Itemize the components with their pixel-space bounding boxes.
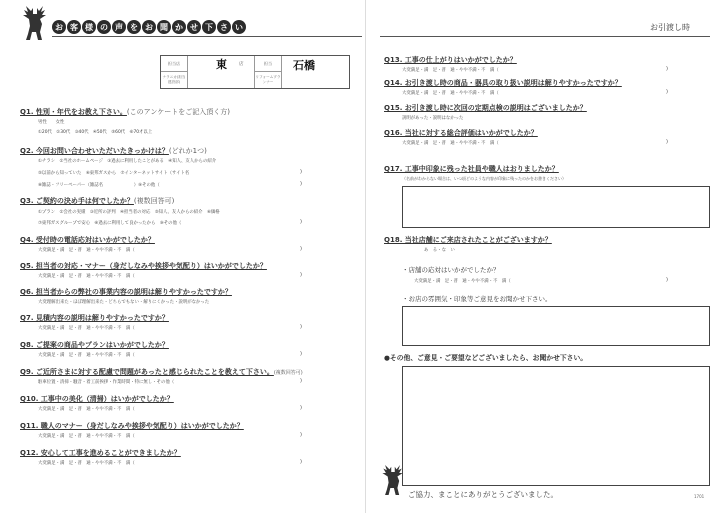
info-store-suffix: 店 <box>239 62 244 67</box>
q5-options[interactable]: 大変満足・満 足・普 通・やや不満・不 満（ <box>38 274 135 279</box>
info-label-staff: 担当 <box>254 56 282 72</box>
q16-options[interactable]: 大変満足・満 足・普 通・やや不満・不 満（ <box>402 141 499 146</box>
q1-label: Q1. 性別・年代をお教え下さい。(このアンケートをご記入頂く方) <box>20 108 230 116</box>
other-answer-box[interactable] <box>402 366 710 486</box>
q2-paren-close-2: ) <box>300 181 302 187</box>
q12-label: Q12. 安心して工事を進めることができましたか？ <box>20 449 181 457</box>
title-char: お <box>142 20 156 34</box>
q7-label: Q7. 見積内容の説明は解りやすかったですか？ <box>20 314 169 322</box>
q2-options-2[interactable]: ⑤以前から知っていた ⑥東邦ガスから ⑦インターネットサイト（サイト名 <box>38 171 190 176</box>
q1-age-options[interactable]: ①20代 ②30代 ③40代 ④50代 ⑤60代 ⑥70才以上 <box>38 130 153 135</box>
q9-hint: (複数回答可) <box>273 370 303 376</box>
q18-sub2-label: ・お店の雰囲気・印象等ご意見をお聞かせ下さい。 <box>402 295 552 303</box>
q3-hint: (複数回答可) <box>133 197 175 205</box>
q17-answer-box[interactable] <box>402 186 710 228</box>
q11-label: Q11. 職人のマナー（身だしなみや挨拶や気配り）はいかがでしたか？ <box>20 422 244 430</box>
other-label: ●その他、ご意見・ご要望などございましたら、お聞かせ下さい。 <box>384 354 588 362</box>
title-char: 下 <box>202 20 216 34</box>
q1-hint: (このアンケートをご記入頂く方) <box>126 108 230 116</box>
q18-yesno-options[interactable]: あ る・な い <box>424 248 455 253</box>
q5-label: Q5. 担当者の対応・マナー（身だしなみや挨拶や気配り）はいかがでしたか？ <box>20 262 267 270</box>
q2-hint: (どれか1つ) <box>168 147 207 155</box>
q2-paren-close-1: ) <box>300 169 302 175</box>
q1-gender-options[interactable]: 男性 女性 <box>38 120 65 125</box>
q13-paren-close: ) <box>666 66 668 72</box>
q8-paren-close: ) <box>300 351 302 357</box>
q16-paren-close: ) <box>666 139 668 145</box>
info-label-planner: リフォームプランナー <box>254 72 282 88</box>
q3-options-2[interactable]: ⑦東邦ガスグループで安心 ⑧過去に利用して良かったから ⑨その他（ <box>38 221 182 226</box>
header-rule <box>52 36 362 37</box>
title-char: お <box>52 20 66 34</box>
q9-paren-close: ) <box>300 378 302 384</box>
title-char: い <box>232 20 246 34</box>
title-char: か <box>172 20 186 34</box>
q8-options[interactable]: 大変満足・満 足・普 通・やや不満・不 満（ <box>38 353 135 358</box>
title-char: の <box>97 20 111 34</box>
q6-options[interactable]: 大変理解出来た・ほぼ理解出来た・どちらでもない・解りにくかった・説明がなかった <box>38 300 210 305</box>
info-label-dept: ナラニカ(担当建設部) <box>161 72 188 88</box>
q14-label: Q14. お引き渡し時の商品・器具の取り扱い説明は解りやすかったですか？ <box>384 79 622 87</box>
q2-options-3[interactable]: ⑧雑誌・フリーペーパー（雑誌名 ）⑨その他（ <box>38 183 160 188</box>
q17-hint: （名前がわからない場合は、いつ頃どのような内容が印象に残ったのかをお書きください） <box>402 176 566 181</box>
title-char: 聞 <box>157 20 171 34</box>
title-char: 客 <box>67 20 81 34</box>
q13-options[interactable]: 大変満足・満 足・普 通・やや不満・不 満（ <box>402 68 499 73</box>
form-code: 1701 <box>694 494 705 499</box>
q2-label: Q2. 今回お問い合わせいただいたきっかけは？(どれか1つ) <box>20 147 207 155</box>
deer-footer-icon <box>378 462 408 498</box>
title-char: さ <box>217 20 231 34</box>
q10-label: Q10. 工事中の美化（清掃）はいかがでしたか？ <box>20 395 174 403</box>
info-table <box>160 55 350 89</box>
q15-label: Q15. お引き渡し時に次回の定期点検の説明はございましたか？ <box>384 104 587 112</box>
q18-sub1-label: ・店舗の応対はいかがでしたか？ <box>402 266 500 274</box>
q3-options-1[interactable]: ①プラン ②会社の実績 ③近所の評判 ④担当者の対応 ⑤知人、友人からの紹介 ⑥価格 <box>38 210 220 215</box>
q13-label: Q13. 工事の仕上がりはいかがでしたか？ <box>384 56 517 64</box>
title-char: 様 <box>82 20 96 34</box>
info-staff-value: 石橋 <box>293 59 315 72</box>
q17-label: Q17. 工事中印象に残った社員や職人はおりましたか？ <box>384 165 559 173</box>
footer-thanks: ご協力、まことにありがとうございました。 <box>408 490 558 499</box>
q3-paren-close: ) <box>300 219 302 225</box>
q18-sub1-options[interactable]: 大変満足・満 足・普 通・やや不満・不 満（ <box>414 279 511 284</box>
q10-paren-close: ) <box>300 405 302 411</box>
q7-options[interactable]: 大変満足・満 足・普 通・やや不満・不 満（ <box>38 326 135 331</box>
q9-options[interactable]: 駐車位置・清掃・騒音・着工前挨拶・作業時間・特に無し・その他（ <box>38 380 175 385</box>
q11-paren-close: ) <box>300 432 302 438</box>
right-page-title: お引渡し時 <box>650 23 690 32</box>
page-divider <box>365 0 366 513</box>
q2-options-1[interactable]: ①チラシ ②当社のホームページ ③過去に利用したことがある ④知人、友人からの紹介 <box>38 159 217 164</box>
info-store-value: 東 <box>216 58 227 71</box>
q11-options[interactable]: 大変満足・満 足・普 通・やや不満・不 満（ <box>38 434 135 439</box>
q18-label: Q18. 当社店舗にご来店されたことがございますか？ <box>384 236 552 244</box>
info-label-store: 担当店 <box>161 56 188 72</box>
title-char: を <box>127 20 141 34</box>
q12-options[interactable]: 大変満足・満 足・普 通・やや不満・不 満（ <box>38 461 135 466</box>
q14-paren-close: ) <box>666 89 668 95</box>
q4-options[interactable]: 大変満足・満 足・普 通・やや不満・不 満（ <box>38 248 135 253</box>
q3-label: Q3. ご契約の決め手は何でしたか？(複数回答可) <box>20 197 175 205</box>
title-char: 声 <box>112 20 126 34</box>
q10-options[interactable]: 大変満足・満 足・普 通・やや不満・不 満（ <box>38 407 135 412</box>
q7-paren-close: ) <box>300 324 302 330</box>
q18-sub1-paren-close: ) <box>666 277 668 283</box>
q5-paren-close: ) <box>300 272 302 278</box>
page-title <box>52 20 246 35</box>
q18-answer-box[interactable] <box>402 306 710 346</box>
q4-paren-close: ) <box>300 246 302 252</box>
q16-label: Q16. 当社に対する総合評価はいかがでしたか？ <box>384 129 538 137</box>
q12-paren-close: ) <box>300 459 302 465</box>
title-char: せ <box>187 20 201 34</box>
q8-label: Q8. ご提案の商品やプランはいかがでしたか？ <box>20 341 169 349</box>
q14-options[interactable]: 大変満足・満 足・普 通・やや不満・不 満（ <box>402 91 499 96</box>
q6-label: Q6. 担当者からの弊社の事業内容の説明は解りやすかったですか？ <box>20 288 232 296</box>
q4-label: Q4. 受付時の電話応対はいかがでしたか？ <box>20 236 155 244</box>
q15-options[interactable]: 説明があった・説明はなかった <box>402 116 464 121</box>
deer-logo-icon <box>18 4 52 42</box>
right-header-rule <box>380 36 710 37</box>
q9-label: Q9. ご近所さまに対する配慮で問題があったと感じられたことを教えて下さい。(複数回答可) <box>20 368 303 376</box>
